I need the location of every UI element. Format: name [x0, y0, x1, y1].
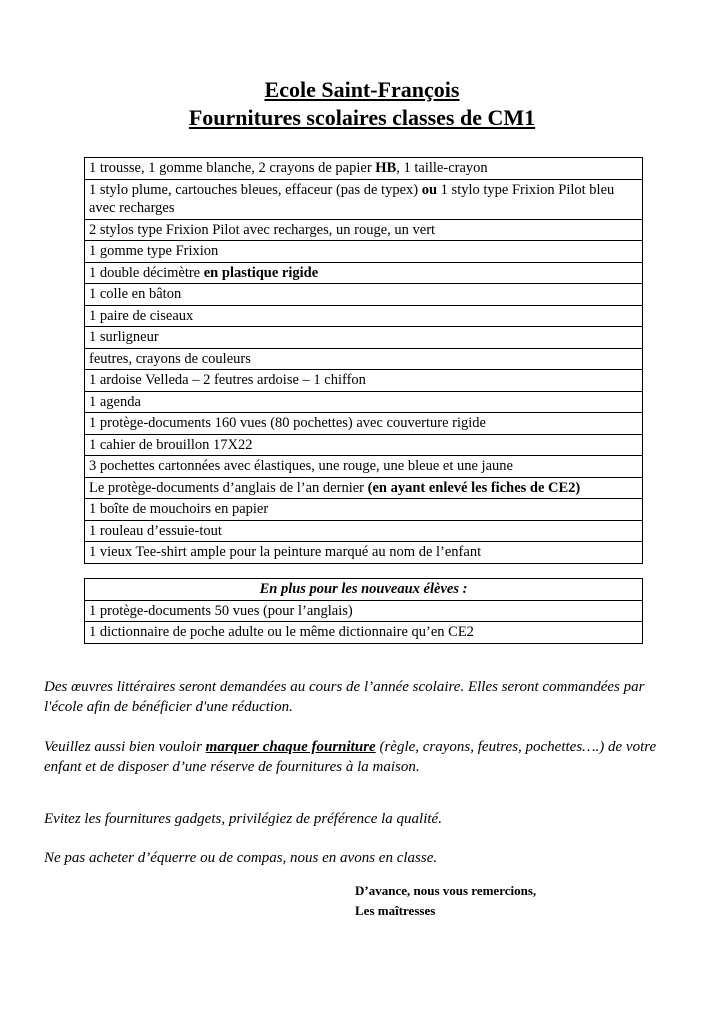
supply-item-emphasis: en plastique rigide	[203, 264, 319, 281]
table-row	[85, 542, 643, 564]
school-name: Ecole Saint-François	[264, 77, 460, 102]
table-row	[85, 262, 643, 284]
supply-item-text: 1 double décimètre	[89, 264, 204, 281]
table-row	[85, 499, 643, 521]
table-row	[85, 158, 643, 180]
new-students-table	[84, 578, 643, 644]
supply-item-text: , 1 taille-crayon	[396, 160, 488, 176]
supply-item-text: 1 stylo plume, cartouches bleues, effaceur (pas de typex)	[89, 181, 422, 198]
table-row	[85, 370, 643, 392]
supplies-table	[84, 157, 643, 564]
marking-note-end: (règle, crayons, feutres, pochettes….) de votre enfant et de disposer d’une réserve de fournitures à la maison.	[44, 739, 657, 775]
marking-note-start: Veuillez aussi bien vouloir	[44, 739, 206, 755]
supply-item-text: 2 stylos type Frixion Pilot avec recharges, un rouge, un vert	[89, 221, 436, 238]
table-row	[85, 600, 643, 622]
supply-item	[85, 179, 643, 219]
gadgets-note: Evitez les fournitures gadgets, privilégiez de préférence la qualité.	[44, 811, 442, 827]
supply-item-text: 1 cahier de brouillon 17X22	[89, 436, 253, 453]
table-row	[85, 413, 643, 435]
new-student-item: 1 protège-documents 50 vues (pour l’anglais)	[85, 600, 643, 622]
supply-item-text: 1 colle en bâton	[89, 286, 182, 302]
supply-item	[85, 499, 643, 521]
signature-thanks: D’avance, nous vous remercions,	[355, 883, 537, 898]
table-row	[85, 241, 643, 263]
new-student-item: 1 dictionnaire de poche adulte ou le même dictionnaire qu’en CE2	[85, 622, 643, 644]
supply-item-text: feutres, crayons de couleurs	[89, 350, 251, 367]
supply-item-text: 1 agenda	[89, 393, 141, 410]
supply-item	[85, 542, 643, 564]
supply-item	[85, 520, 643, 542]
list-title: Fournitures scolaires classes de CM1	[188, 105, 536, 130]
marking-note	[44, 737, 684, 777]
supply-item	[85, 158, 643, 180]
supply-item-text: 1 gomme type Frixion	[89, 243, 219, 259]
supply-item-emphasis: (en ayant enlevé les fiches de CE2)	[367, 479, 581, 496]
table-row	[85, 391, 643, 413]
supply-item-text: 3 pochettes cartonnées avec élastiques, une rouge, une bleue et une jaune	[89, 458, 513, 474]
supply-item-text: 1 surligneur	[89, 329, 159, 345]
supply-item	[85, 305, 643, 327]
supply-item	[85, 284, 643, 306]
books-note: Des œuvres littéraires seront demandées au cours de l’année scolaire. Elles seront commandées par l'école afin de bénéficier d'une réduction.	[44, 679, 645, 715]
supply-item	[85, 219, 643, 241]
supply-item	[85, 456, 643, 478]
supply-item	[85, 391, 643, 413]
supply-item-text: 1 boîte de mouchoirs en papier	[89, 501, 269, 517]
supply-item-text: 1 protège-documents 160 vues (80 pochettes) avec couverture rigide	[89, 415, 486, 431]
signature-name: Les maîtresses	[355, 903, 436, 918]
table-row	[85, 622, 643, 644]
supply-item	[85, 241, 643, 263]
compass-note: Ne pas acheter d’équerre ou de compas, nous en avons en classe.	[44, 850, 438, 866]
supply-item-emphasis: ou	[421, 181, 438, 198]
table-row	[85, 305, 643, 327]
table-row	[85, 284, 643, 306]
table-row	[85, 477, 643, 499]
table-row	[85, 219, 643, 241]
supply-item	[85, 348, 643, 370]
supply-item-text: 1 trousse, 1 gomme blanche, 2 crayons de papier	[89, 160, 376, 176]
supply-item	[85, 370, 643, 392]
supply-item	[85, 434, 643, 456]
page-title	[0, 76, 724, 132]
supply-item-text: 1 paire de ciseaux	[89, 307, 194, 324]
signature	[355, 881, 536, 921]
table-row	[85, 348, 643, 370]
supply-item-text: Le protège-documents d’anglais de l’an dernier	[89, 479, 368, 496]
supply-item	[85, 477, 643, 499]
table-row	[85, 520, 643, 542]
table-row	[85, 456, 643, 478]
supply-item-text: 1 stylo type Frixion Pilot bleu avec recharges	[89, 181, 615, 216]
table-row	[85, 434, 643, 456]
supply-item-text: 1 rouleau d’essuie-tout	[89, 522, 222, 539]
supply-item-text: 1 vieux Tee-shirt ample pour la peinture marqué au nom de l’enfant	[89, 544, 482, 560]
supply-item-emphasis: HB	[375, 160, 397, 176]
supply-item-text: 1 ardoise Velleda – 2 feutres ardoise – 1 chiffon	[89, 372, 366, 388]
supply-item	[85, 262, 643, 284]
supply-item	[85, 327, 643, 349]
table-row	[85, 179, 643, 219]
table-header-row	[85, 579, 643, 601]
supply-item	[85, 413, 643, 435]
marking-emphasis: marquer chaque fourniture	[205, 739, 376, 755]
table-row	[85, 327, 643, 349]
new-students-heading: En plus pour les nouveaux élèves :	[85, 579, 643, 601]
